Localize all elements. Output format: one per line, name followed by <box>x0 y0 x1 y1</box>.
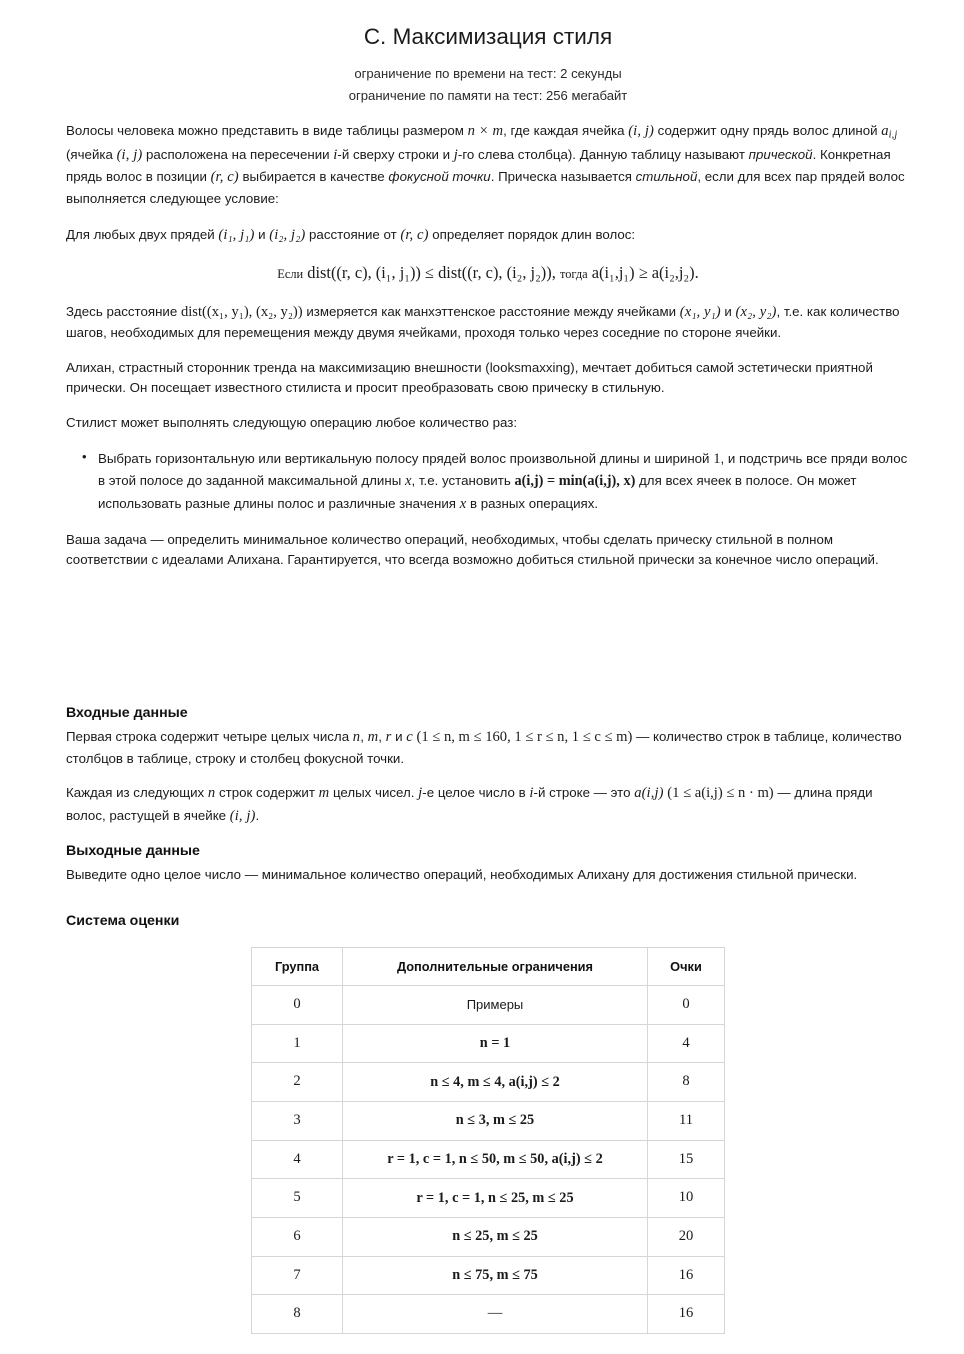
constraint-text: n ≤ 75, m ≤ 75 <box>452 1266 538 1283</box>
math-n: n <box>352 729 361 746</box>
text-run: и <box>391 729 407 745</box>
math-width-one: 1 <box>713 450 721 467</box>
column-header-score: Очки <box>648 947 725 985</box>
math-cell-ij: (i, j) <box>628 122 654 139</box>
column-header-constraints: Дополнительные ограничения <box>343 947 648 985</box>
problem-statement <box>66 120 910 571</box>
cell-group: 1 <box>252 1024 343 1063</box>
math-x2-y2: (x₂, y₂) <box>735 303 777 320</box>
vertical-spacer <box>66 585 910 703</box>
text-run: для всех ячеек в полосе. Он может использовать разные длины полос и различные значения <box>98 473 857 511</box>
constraint-text: n = 1 <box>479 1034 511 1051</box>
output-paragraph: Выведите одно целое число — минимальное количество операций, необходимых Алихану для достижения стильной прически. <box>66 866 858 882</box>
scoring-section-title: Система оценки <box>66 913 180 930</box>
math-r-c-2: (r, c) <box>400 226 429 243</box>
math-n-times-m: n × m <box>467 122 504 139</box>
cell-group: 7 <box>252 1256 343 1295</box>
table-row <box>252 1102 725 1141</box>
cell-score: 16 <box>648 1295 725 1334</box>
text-run: , <box>378 729 386 745</box>
cell-score: 20 <box>648 1218 725 1257</box>
math-m-cols: m <box>318 785 330 802</box>
statement-paragraph-1 <box>66 120 910 210</box>
text-run: — длина пряди волос, растущей в ячейке <box>66 785 873 823</box>
statement-paragraph-3 <box>66 301 910 344</box>
table-row <box>252 1295 725 1334</box>
math-x1-y1: (x₁, y₁) <box>679 303 721 320</box>
math-x-2: x <box>459 495 467 512</box>
text-run: , если для всех пар прядей волос выполняется следующее условие: <box>66 169 905 207</box>
formula-then-word: тогда <box>559 267 588 282</box>
text-run: измеряется как манхэттенское расстояние между ячейками <box>302 303 680 319</box>
cell-constraint <box>343 1024 648 1063</box>
math-r-c: (r, c) <box>210 169 239 186</box>
cell-constraint <box>343 1256 648 1295</box>
cell-constraint <box>343 1218 648 1257</box>
cell-constraint <box>343 1179 648 1218</box>
cell-group: 4 <box>252 1140 343 1179</box>
math-n-rows: n <box>207 785 216 802</box>
math-j: j <box>453 146 458 163</box>
cell-group: 2 <box>252 1063 343 1102</box>
scoring-table-body <box>252 985 725 1333</box>
math-assign-min: a(i,j) = min(a(i,j), x) <box>514 473 636 490</box>
statement-paragraph-5: Стилист может выполнять следующую операцию любое количество раз: <box>66 415 518 431</box>
cell-constraint <box>343 1102 648 1141</box>
text-run: строк содержит <box>215 785 319 801</box>
constraint-text: — <box>487 1305 503 1322</box>
statement-paragraph-2 <box>66 224 910 247</box>
cell-score: 15 <box>648 1140 725 1179</box>
formula-body: dist((r, c), (i₁, j₁)) ≤ dist((r, c), (i₂, j₂)), <box>307 263 556 283</box>
math-j-index: j <box>418 785 423 802</box>
text-run: Для любых двух прядей <box>66 226 219 242</box>
scoring-section <box>66 911 910 1334</box>
cell-score: 11 <box>648 1102 725 1141</box>
text-run: Первая строка содержит четыре целых числа <box>66 729 353 745</box>
math-r: r <box>385 729 392 746</box>
text-run: и <box>254 226 270 242</box>
text-run: определяет порядок длин волос: <box>428 226 636 242</box>
operation-list <box>66 448 910 516</box>
math-input-constraints: (1 ≤ n, m ≤ 160, 1 ≤ r ≤ n, 1 ≤ c ≤ m) <box>416 729 633 746</box>
output-section <box>66 841 910 885</box>
math-x: x <box>404 473 412 490</box>
input-paragraph-1 <box>66 726 910 769</box>
text-run: , т.е. как количество шагов, необходимых для перемещения между двумя ячейками, проходя только через соседние по стороне ячейки. <box>66 303 900 341</box>
problem-header <box>66 22 910 106</box>
text-run: Здесь расстояние <box>66 303 181 319</box>
text-run: выбирается в качестве <box>238 169 389 185</box>
cell-group: 8 <box>252 1295 343 1334</box>
statement-paragraph-6: Ваша задача — определить минимальное количество операций, необходимых, чтобы сделать прическу стильной в полном соответствии с идеалами Алихана. Гарантируется, что всегда возможно добиться стильной прически за конечное число операций. <box>66 531 879 568</box>
table-row <box>252 1179 725 1218</box>
constraint-text: n ≤ 25, m ≤ 25 <box>452 1228 538 1245</box>
math-dist-definition: dist((x₁, y₁), (x₂, y₂)) <box>180 303 303 320</box>
text-run: , <box>360 729 368 745</box>
scoring-table-wrapper <box>66 947 910 1334</box>
table-row <box>252 1140 725 1179</box>
term-hairstyle: прической <box>748 146 813 162</box>
constraint-text: r = 1, c = 1, n ≤ 25, m ≤ 25 <box>416 1189 574 1206</box>
cell-group: 6 <box>252 1218 343 1257</box>
formula-tail: a(i₁,j₁) ≥ a(i₂,j₂). <box>591 263 699 283</box>
text-run: в разных операциях. <box>466 495 599 511</box>
table-row <box>252 1256 725 1295</box>
column-header-group: Группа <box>252 947 343 985</box>
text-run: (ячейка <box>66 146 117 162</box>
text-run: целых чисел. <box>329 785 419 801</box>
table-row <box>252 1063 725 1102</box>
text-run: -й сверху строки и <box>337 146 454 162</box>
constraint-text: n ≤ 3, m ≤ 25 <box>455 1112 535 1129</box>
cell-constraint <box>343 985 648 1024</box>
text-run: содержит одну прядь волос длиной <box>653 122 882 138</box>
stylish-condition-formula <box>66 260 910 285</box>
term-stylish: стильной <box>635 169 698 185</box>
text-run: Волосы человека можно представить в виде таблицы размером <box>66 122 468 138</box>
text-run: , где каждая ячейка <box>503 122 629 138</box>
math-a-ij: $a_{i,j}$ <box>881 122 898 141</box>
input-section-title: Входные данные <box>66 704 188 721</box>
cell-group: 5 <box>252 1179 343 1218</box>
table-row <box>252 1024 725 1063</box>
table-row <box>252 1218 725 1257</box>
vertical-spacer-2 <box>66 899 910 911</box>
table-row <box>252 985 725 1024</box>
cell-score: 4 <box>648 1024 725 1063</box>
math-a-ij-constraint: (1 ≤ a(i,j) ≤ n · m) <box>667 785 774 802</box>
table-header-row <box>252 947 725 985</box>
text-run: -й строке — это <box>533 785 635 801</box>
text-run: . Конкретная прядь волос в позиции <box>66 146 891 185</box>
formula-if-word: Если <box>277 267 304 282</box>
term-focal-point: фокусной точки <box>388 169 491 185</box>
statement-paragraph-4: Алихан, страстный сторонник тренда на максимизацию внешности (looksmaxxing), мечтает добиться самой эстетически приятной прически. Он посещает известного стилиста и просит преобразовать свою прическу в стильную. <box>66 359 873 396</box>
text-run: . <box>255 807 260 823</box>
math-i: i <box>333 146 338 163</box>
time-limit: ограничение по времени на тест: 2 секунды <box>354 66 622 82</box>
list-item <box>98 448 910 516</box>
text-run: Каждая из следующих <box>66 785 208 801</box>
math-cell-ij-3: (i, j) <box>229 807 256 824</box>
text-run: и <box>720 303 736 319</box>
cell-constraint <box>343 1295 648 1334</box>
scoring-table-head <box>252 947 725 985</box>
scoring-table <box>251 947 725 1334</box>
text-run: расположена на пересечении <box>142 146 334 162</box>
cell-score: 10 <box>648 1179 725 1218</box>
text-run: . Прическа называется <box>490 169 636 185</box>
output-section-title: Выходные данные <box>66 843 200 860</box>
constraint-text: r = 1, c = 1, n ≤ 50, m ≤ 50, a(i,j) ≤ 2 <box>387 1150 603 1167</box>
math-c: c <box>406 729 413 746</box>
cell-group: 0 <box>252 985 343 1024</box>
constraint-text: n ≤ 4, m ≤ 4, a(i,j) ≤ 2 <box>430 1073 560 1090</box>
text-run: Выбрать горизонтальную или вертикальную полосу прядей волос произвольной длины и шириной <box>98 450 714 466</box>
cell-score: 8 <box>648 1063 725 1102</box>
text-run: -е целое число в <box>422 785 530 801</box>
math-m: m <box>367 729 379 746</box>
cell-score: 16 <box>648 1256 725 1295</box>
input-paragraph-2 <box>66 782 910 827</box>
cell-constraint <box>343 1140 648 1179</box>
math-i1-j1: (i₁, j₁) <box>218 226 255 243</box>
math-a-ij-value: a(i,j) <box>634 785 664 802</box>
input-section <box>66 703 910 828</box>
math-i2-j2: (i₂, j₂) <box>269 226 306 243</box>
cell-group: 3 <box>252 1102 343 1141</box>
math-cell-ij-2: (i, j) <box>116 146 143 163</box>
cell-score: 0 <box>648 985 725 1024</box>
memory-limit: ограничение по памяти на тест: 256 мегабайт <box>348 87 628 103</box>
text-run: , т.е. установить <box>411 473 515 489</box>
constraint-text: Примеры <box>466 997 524 1013</box>
page-title: C. Максимизация стиля <box>363 24 613 49</box>
math-i-index: i <box>529 785 534 802</box>
cell-constraint <box>343 1063 648 1102</box>
text-run: , и подстричь все пряди волос в этой полосе до заданной максимальной длины <box>98 450 908 489</box>
text-run: — количество строк в таблице, количество столбцов в таблице, строку и столбец фокусной точки. <box>66 729 902 766</box>
text-run: -го слева столбца). Данную таблицу называют <box>457 146 749 162</box>
text-run: расстояние от <box>305 226 401 242</box>
